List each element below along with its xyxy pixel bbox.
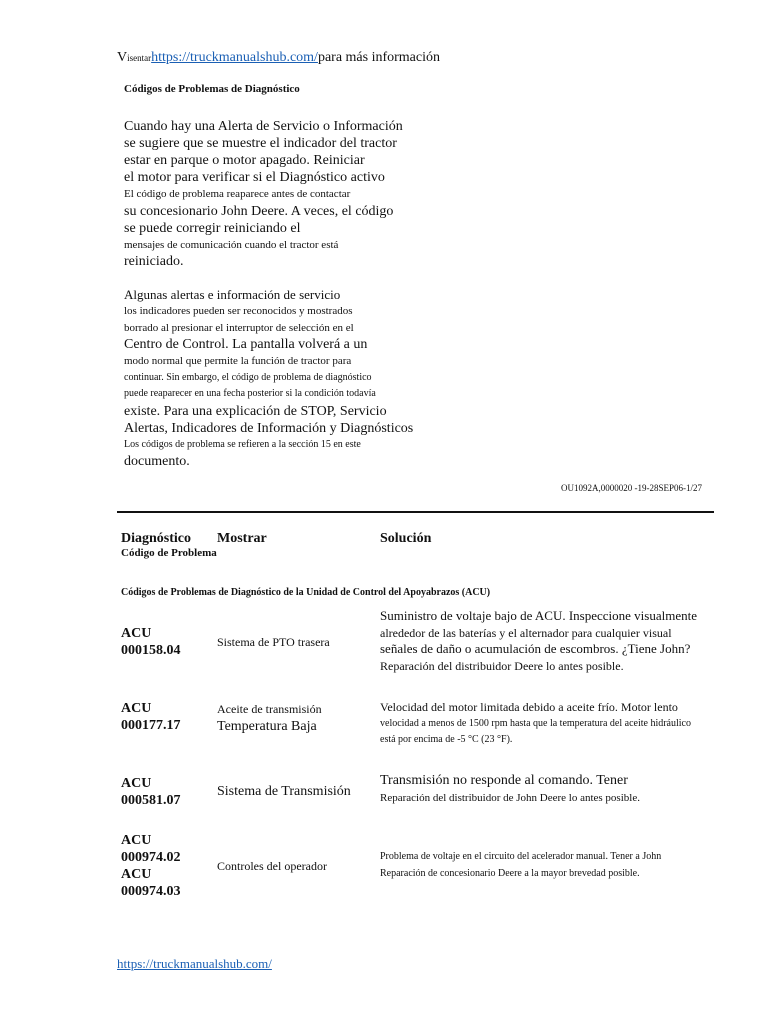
paragraph-line: los indicadores pueden ser reconocidos y mostrados	[124, 305, 353, 317]
visit-prefix-small: isentar	[127, 53, 152, 63]
paragraph-line: puede reaparecer en una fecha posterior si la condición todavía	[124, 388, 376, 399]
paragraph-line: mensajes de comunicación cuando el tractor está	[124, 238, 339, 251]
solution-line: Reparación del distribuidor Deere lo antes posible.	[380, 658, 624, 673]
code-line: ACU	[121, 833, 152, 848]
paragraph-line: modo normal que permite la función de tractor para	[124, 355, 352, 367]
solution-line: está por encima de -5 °C (23 °F).	[380, 734, 513, 745]
code-line: ACU	[121, 626, 152, 641]
paragraph-line: Algunas alertas e información de servicio	[124, 287, 341, 302]
group-title: Códigos de Problemas de Diagnóstico de la Unidad de Control del Apoyabrazos (ACU)	[121, 587, 491, 598]
column-header-solution: Solución	[380, 531, 432, 546]
section-title: Códigos de Problemas de Diagnóstico	[124, 83, 300, 95]
column-header-code: Diagnóstico	[121, 531, 191, 546]
paragraph-line: existe. Para una explicación de STOP, Servicio	[124, 403, 387, 419]
paragraph-line: Alertas, Indicadores de Información y Diagnósticos	[124, 420, 414, 436]
solution-line: Reparación del distribuidor de John Deere lo antes posible.	[380, 791, 640, 804]
row-code	[121, 625, 181, 659]
code-line: 000177.17	[121, 718, 181, 733]
paragraph-line: el motor para verificar si el Diagnóstico activo	[124, 170, 385, 185]
display-line: Sistema de PTO trasera	[217, 635, 330, 649]
section-divider	[117, 511, 714, 513]
solution-line: Transmisión no responde al comando. Tener	[380, 773, 628, 788]
solution-line: alrededor de las baterías y el alternador para cualquier visual	[380, 625, 672, 640]
footer-link[interactable]: https://truckmanualshub.com/	[117, 956, 272, 971]
display-line: Sistema de Transmisión	[217, 784, 351, 799]
solution-line: señales de daño o acumulación de escombros. ¿Tiene John?	[380, 641, 691, 656]
code-line: ACU	[121, 867, 152, 882]
solution-line: Reparación de concesionario Deere a la mayor brevedad posible.	[380, 868, 640, 879]
header-link[interactable]: https://truckmanualshub.com/	[151, 50, 318, 65]
solution-line: velocidad a menos de 1500 rpm hasta que la temperatura del aceite hidráulico	[380, 717, 691, 729]
paragraph-indicators	[124, 286, 413, 470]
row-code	[121, 775, 181, 809]
paragraph-line: reiniciado.	[124, 254, 184, 269]
row-display	[217, 700, 322, 736]
code-line: 000581.07	[121, 793, 181, 808]
paragraph-line: Centro de Control. La pantalla volverá a un	[124, 337, 368, 352]
row-solution	[380, 608, 697, 674]
row-solution	[380, 699, 691, 749]
row-display	[217, 783, 351, 801]
row-display	[217, 857, 327, 875]
paragraph-line: se sugiere que se muestre el indicador del tractor	[124, 136, 397, 151]
solution-line: Suministro de voltaje bajo de ACU. Inspeccione visualmente	[380, 608, 697, 623]
row-display	[217, 633, 330, 651]
code-line: ACU	[121, 701, 152, 716]
row-code	[121, 832, 181, 900]
paragraph-line: Cuando hay una Alerta de Servicio o Información	[124, 119, 403, 134]
paragraph-line: se puede corregir reiniciando el	[124, 220, 301, 236]
row-solution	[380, 773, 640, 806]
code-line: ACU	[121, 776, 152, 791]
display-line: Temperatura Baja	[217, 719, 317, 734]
visit-line	[117, 50, 440, 66]
paragraph-line: continuar. Sin embargo, el código de problema de diagnóstico	[124, 371, 372, 383]
row-solution	[380, 848, 661, 882]
reference-code: OU1092A,0000020 -19-28SEP06-1/27	[561, 483, 702, 493]
row-code	[121, 700, 181, 734]
solution-line: Velocidad del motor limitada debido a aceite frío. Motor lento	[380, 700, 678, 714]
display-line: Controles del operador	[217, 859, 327, 873]
code-line: 000974.02	[121, 850, 181, 865]
column-header-code-sub: Código de Problema	[121, 547, 217, 559]
visit-prefix: V	[117, 50, 128, 65]
paragraph-line: su concesionario John Deere. A veces, el código	[124, 203, 394, 219]
code-line: 000974.03	[121, 884, 181, 899]
paragraph-line: estar en parque o motor apagado. Reiniciar	[124, 153, 365, 168]
paragraph-line: El código de problema reaparece antes de contactar	[124, 188, 351, 200]
solution-line: Problema de voltaje en el circuito del acelerador manual. Tener a John	[380, 851, 662, 862]
paragraph-line: borrado al presionar el interruptor de selección en el	[124, 321, 354, 334]
paragraph-line: documento.	[124, 454, 190, 469]
code-line: 000158.04	[121, 643, 181, 658]
visit-suffix: para más información	[317, 50, 440, 65]
paragraph-service-alerts	[124, 118, 403, 270]
paragraph-line: Los códigos de problema se refieren a la sección 15 en este	[124, 438, 361, 450]
column-header-display: Mostrar	[217, 531, 267, 546]
display-line: Aceite de transmisión	[217, 702, 322, 716]
